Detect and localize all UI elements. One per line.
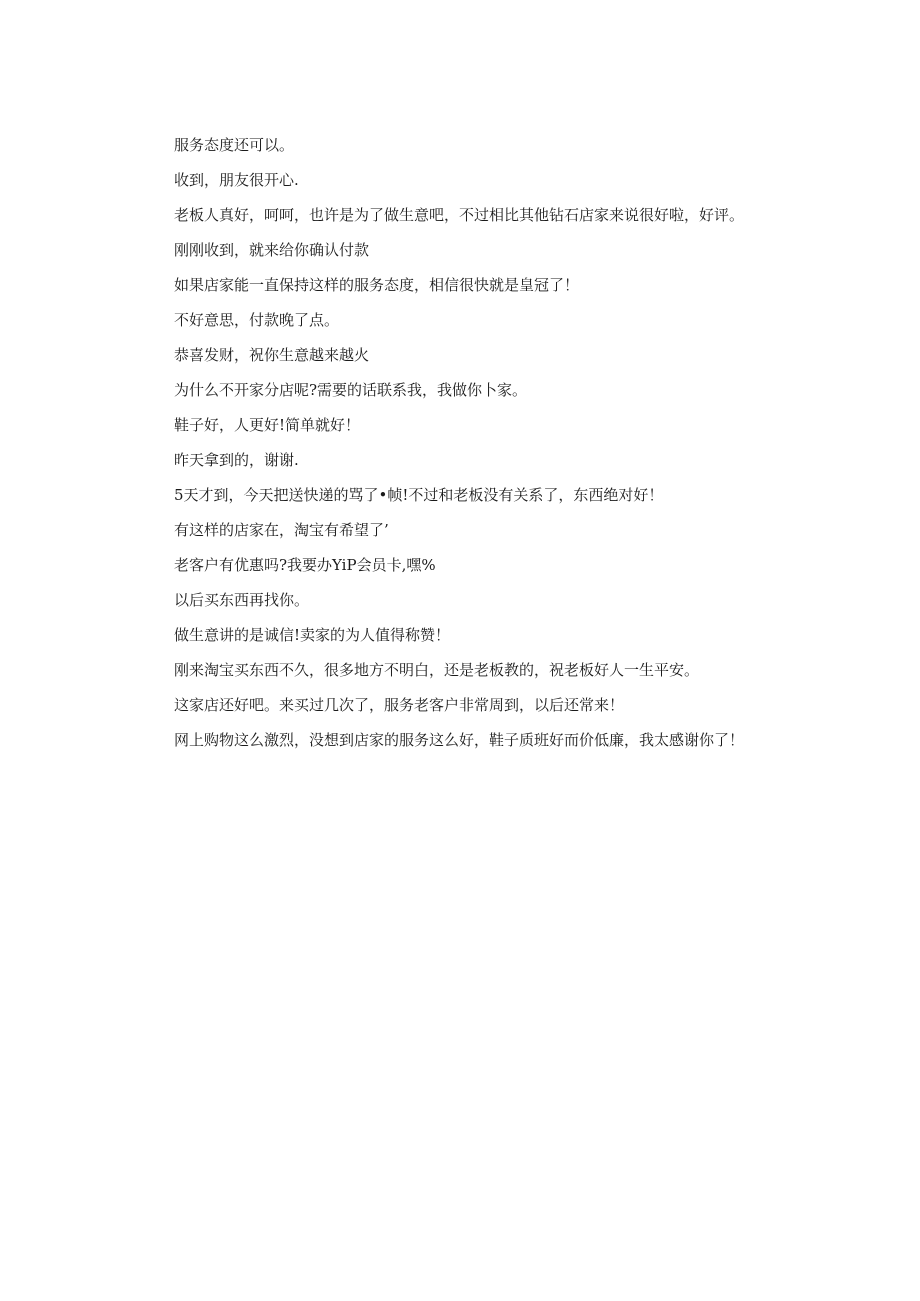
review-paragraph: 恭喜发财，祝你生意越来越火: [174, 346, 370, 364]
review-paragraph: 为什么不开家分店呢?需要的话联系我，我做你卜家。: [174, 381, 528, 399]
review-paragraph: 如果店家能一直保持这样的服务态度，相信很快就是皇冠了！: [174, 276, 580, 294]
review-paragraph: 鞋子好，人更好!简单就好！: [174, 416, 361, 434]
review-paragraph: 有这样的店家在，淘宝有希望了’: [174, 521, 389, 539]
review-paragraph: 不好意思，付款晚了点。: [174, 311, 340, 329]
review-paragraph: 5天才到，今天把送快递的骂了•帧!不过和老板没有关系了，东西绝对好！: [174, 486, 664, 504]
document-body: [138, 128, 778, 758]
review-paragraph: 收到，朋友很开心.: [174, 171, 299, 189]
review-paragraph: 老客户有优惠吗?我要办YiP会员卡,嘿%: [174, 556, 436, 574]
review-paragraph: 刚来淘宝买东西不久，很多地方不明白，还是老板教的，祝老板好人一生平安。: [174, 661, 700, 679]
review-paragraph: 以后买东西再找你。: [174, 591, 310, 609]
review-paragraph: 服务态度还可以。: [174, 136, 295, 154]
review-paragraph: 老板人真好，呵呵，也许是为了做生意吧，不过相比其他钻石店家来说很好啦，好评。: [174, 206, 745, 224]
review-paragraph: 网上购物这么激烈，没想到店家的服务这么好，鞋子质班好而价低廉，我太感谢你了！: [174, 731, 745, 749]
review-paragraph: 刚刚收到，就来给你确认付款: [174, 241, 370, 259]
review-paragraph: 这家店还好吧。来买过几次了，服务老客户非常周到，以后还常来！: [174, 696, 625, 714]
review-paragraph: 做生意讲的是诚信!卖家的为人值得称赞！: [174, 626, 451, 644]
review-paragraph: 昨天拿到的，谢谢.: [174, 451, 299, 469]
